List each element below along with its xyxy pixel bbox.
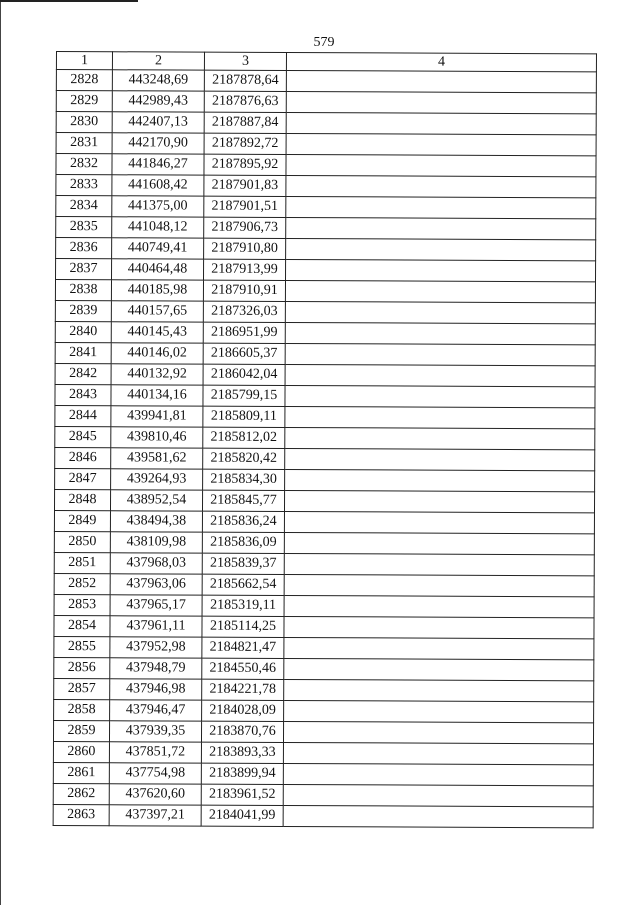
table-row: [55, 342, 595, 365]
point-number-cell: 2855: [54, 636, 110, 657]
table-row: [54, 636, 594, 659]
x-coordinate-cell: 441375,00: [112, 196, 204, 217]
description-cell: [286, 155, 596, 177]
description-cell: [286, 260, 596, 282]
table-row: [54, 552, 594, 575]
x-coordinate-cell: 437620,60: [109, 784, 201, 805]
x-coordinate-cell: 437948,79: [110, 658, 202, 679]
y-coordinate-cell: 2186042,04: [203, 364, 285, 385]
point-number-cell: 2854: [54, 615, 110, 636]
coordinates-table: [53, 51, 597, 828]
y-coordinate-cell: 2187901,51: [204, 196, 286, 217]
column-header-4: 4: [286, 53, 596, 72]
page-number: 579: [313, 35, 335, 50]
y-coordinate-cell: 2183961,52: [201, 784, 283, 805]
y-coordinate-cell: 2187887,84: [204, 112, 286, 133]
column-header-2: 2: [112, 52, 204, 70]
column-header-1: 1: [56, 52, 112, 70]
description-cell: [284, 679, 594, 701]
description-cell: [285, 386, 595, 408]
point-number-cell: 2858: [54, 699, 110, 720]
table-row: [54, 615, 594, 638]
x-coordinate-cell: 442170,90: [112, 133, 204, 154]
table-row: [53, 783, 593, 806]
x-coordinate-cell: 437968,03: [110, 553, 202, 574]
x-coordinate-cell: 438109,98: [110, 532, 202, 553]
description-cell: [283, 742, 593, 764]
description-cell: [283, 805, 593, 827]
point-number-cell: 2842: [55, 363, 111, 384]
point-number-cell: 2835: [56, 217, 112, 238]
x-coordinate-cell: 440157,65: [111, 301, 203, 322]
y-coordinate-cell: 2185845,77: [202, 490, 284, 511]
description-cell: [284, 491, 594, 513]
table-row: [55, 447, 595, 470]
x-coordinate-cell: 440134,16: [111, 385, 203, 406]
y-coordinate-cell: 2187892,72: [204, 133, 286, 154]
description-cell: [285, 281, 595, 303]
point-number-cell: 2837: [56, 259, 112, 280]
x-coordinate-cell: 437939,35: [109, 721, 201, 742]
table-header-row: [56, 52, 596, 72]
table-row: [56, 217, 596, 240]
y-coordinate-cell: 2183899,94: [201, 763, 283, 784]
y-coordinate-cell: 2185319,11: [202, 595, 284, 616]
point-number-cell: 2841: [55, 342, 111, 363]
point-number-cell: 2861: [53, 762, 109, 783]
point-number-cell: 2863: [53, 804, 109, 825]
description-cell: [285, 323, 595, 345]
point-number-cell: 2850: [54, 531, 110, 552]
y-coordinate-cell: 2186605,37: [203, 343, 285, 364]
description-cell: [284, 554, 594, 576]
description-cell: [286, 218, 596, 240]
description-cell: [286, 113, 596, 135]
x-coordinate-cell: 437965,17: [110, 595, 202, 616]
description-cell: [284, 533, 594, 555]
description-cell: [284, 658, 594, 680]
table-row: [55, 405, 595, 428]
description-cell: [284, 512, 594, 534]
description-cell: [286, 92, 596, 114]
point-number-cell: 2844: [55, 405, 111, 426]
table-row: [55, 321, 595, 344]
point-number-cell: 2843: [55, 384, 111, 405]
description-cell: [284, 596, 594, 618]
y-coordinate-cell: 2185799,15: [203, 385, 285, 406]
x-coordinate-cell: 440146,02: [111, 343, 203, 364]
y-coordinate-cell: 2185662,54: [202, 574, 284, 595]
description-cell: [283, 763, 593, 785]
table-row: [54, 699, 594, 722]
description-cell: [283, 721, 593, 743]
point-number-cell: 2828: [56, 70, 112, 91]
point-number-cell: 2832: [56, 154, 112, 175]
description-cell: [286, 176, 596, 198]
point-number-cell: 2852: [54, 573, 110, 594]
y-coordinate-cell: 2184221,78: [202, 679, 284, 700]
y-coordinate-cell: 2187876,63: [204, 91, 286, 112]
table-row: [56, 133, 596, 156]
point-number-cell: 2853: [54, 594, 110, 615]
description-cell: [286, 239, 596, 261]
table-row: [55, 300, 595, 323]
x-coordinate-cell: 443248,69: [112, 70, 204, 91]
table-row: [56, 112, 596, 135]
y-coordinate-cell: 2183893,33: [201, 742, 283, 763]
top-corner-line: [0, 0, 138, 2]
description-cell: [285, 470, 595, 492]
description-cell: [285, 344, 595, 366]
y-coordinate-cell: 2185820,42: [203, 448, 285, 469]
table-row: [56, 259, 596, 282]
y-coordinate-cell: 2184821,47: [202, 637, 284, 658]
y-coordinate-cell: 2185839,37: [202, 553, 284, 574]
y-coordinate-cell: 2186951,99: [203, 322, 285, 343]
point-number-cell: 2836: [56, 238, 112, 259]
x-coordinate-cell: 438494,38: [110, 511, 202, 532]
point-number-cell: 2830: [56, 112, 112, 133]
y-coordinate-cell: 2184028,09: [202, 700, 284, 721]
point-number-cell: 2847: [55, 468, 111, 489]
point-number-cell: 2839: [55, 300, 111, 321]
table-row: [53, 804, 593, 827]
point-number-cell: 2831: [56, 133, 112, 154]
y-coordinate-cell: 2185114,25: [202, 616, 284, 637]
y-coordinate-cell: 2187895,92: [204, 154, 286, 175]
point-number-cell: 2851: [54, 552, 110, 573]
table-row: [55, 426, 595, 449]
x-coordinate-cell: 437851,72: [109, 742, 201, 763]
x-coordinate-cell: 440464,48: [112, 259, 204, 280]
table-row: [54, 678, 594, 701]
y-coordinate-cell: 2187878,64: [204, 70, 286, 91]
table-row: [54, 573, 594, 596]
x-coordinate-cell: 437946,47: [110, 700, 202, 721]
x-coordinate-cell: 439941,81: [111, 406, 203, 427]
y-coordinate-cell: 2185812,02: [203, 427, 285, 448]
x-coordinate-cell: 439581,62: [111, 448, 203, 469]
table-row: [54, 489, 594, 512]
point-number-cell: 2848: [54, 489, 110, 510]
description-cell: [286, 197, 596, 219]
table-row: [56, 70, 596, 93]
description-cell: [285, 428, 595, 450]
description-cell: [285, 407, 595, 429]
x-coordinate-cell: 440132,92: [111, 364, 203, 385]
description-cell: [285, 449, 595, 471]
description-cell: [286, 71, 596, 93]
description-cell: [283, 784, 593, 806]
point-number-cell: 2846: [55, 447, 111, 468]
table-row: [55, 280, 595, 303]
y-coordinate-cell: 2185836,09: [202, 532, 284, 553]
table-row: [54, 657, 594, 680]
point-number-cell: 2840: [55, 321, 111, 342]
x-coordinate-cell: 437961,11: [110, 616, 202, 637]
x-coordinate-cell: 441048,12: [112, 217, 204, 238]
column-header-3: 3: [204, 52, 286, 70]
point-number-cell: 2860: [53, 741, 109, 762]
table-row: [53, 762, 593, 785]
table-body: [53, 70, 596, 828]
y-coordinate-cell: 2185809,11: [203, 406, 285, 427]
x-coordinate-cell: 440145,43: [111, 322, 203, 343]
y-coordinate-cell: 2187913,99: [204, 259, 286, 280]
point-number-cell: 2833: [56, 175, 112, 196]
description-cell: [285, 365, 595, 387]
table-row: [56, 154, 596, 177]
point-number-cell: 2838: [55, 280, 111, 301]
table-row: [56, 196, 596, 219]
x-coordinate-cell: 442407,13: [112, 112, 204, 133]
x-coordinate-cell: 439264,93: [111, 469, 203, 490]
table-row: [56, 238, 596, 261]
table-row: [55, 363, 595, 386]
x-coordinate-cell: 440749,41: [112, 238, 204, 259]
x-coordinate-cell: 440185,98: [111, 280, 203, 301]
point-number-cell: 2859: [53, 720, 109, 741]
description-cell: [285, 302, 595, 324]
y-coordinate-cell: 2187906,73: [204, 217, 286, 238]
x-coordinate-cell: 437946,98: [110, 679, 202, 700]
x-coordinate-cell: 437952,98: [110, 637, 202, 658]
x-coordinate-cell: 439810,46: [111, 427, 203, 448]
y-coordinate-cell: 2187326,03: [203, 301, 285, 322]
description-cell: [284, 617, 594, 639]
point-number-cell: 2834: [56, 196, 112, 217]
point-number-cell: 2849: [54, 510, 110, 531]
description-cell: [284, 638, 594, 660]
x-coordinate-cell: 442989,43: [112, 91, 204, 112]
y-coordinate-cell: 2187910,80: [204, 238, 286, 259]
y-coordinate-cell: 2184550,46: [202, 658, 284, 679]
table-row: [56, 175, 596, 198]
table-row: [53, 741, 593, 764]
y-coordinate-cell: 2184041,99: [201, 805, 283, 826]
table-row: [56, 91, 596, 114]
x-coordinate-cell: 438952,54: [110, 490, 202, 511]
y-coordinate-cell: 2187910,91: [203, 280, 285, 301]
x-coordinate-cell: 437397,21: [109, 805, 201, 826]
point-number-cell: 2829: [56, 91, 112, 112]
y-coordinate-cell: 2187901,83: [204, 175, 286, 196]
point-number-cell: 2845: [55, 426, 111, 447]
table-row: [54, 510, 594, 533]
point-number-cell: 2857: [54, 678, 110, 699]
description-cell: [284, 575, 594, 597]
description-cell: [286, 134, 596, 156]
point-number-cell: 2856: [54, 657, 110, 678]
x-coordinate-cell: 441608,42: [112, 175, 204, 196]
x-coordinate-cell: 437963,06: [110, 574, 202, 595]
y-coordinate-cell: 2183870,76: [201, 721, 283, 742]
table-row: [53, 720, 593, 743]
page-left-edge: [0, 0, 1, 905]
table-row: [54, 594, 594, 617]
y-coordinate-cell: 2185836,24: [202, 511, 284, 532]
description-cell: [284, 700, 594, 722]
point-number-cell: 2862: [53, 783, 109, 804]
table-row: [55, 384, 595, 407]
y-coordinate-cell: 2185834,30: [203, 469, 285, 490]
table-row: [54, 531, 594, 554]
x-coordinate-cell: 441846,27: [112, 154, 204, 175]
table-row: [55, 468, 595, 491]
x-coordinate-cell: 437754,98: [109, 763, 201, 784]
